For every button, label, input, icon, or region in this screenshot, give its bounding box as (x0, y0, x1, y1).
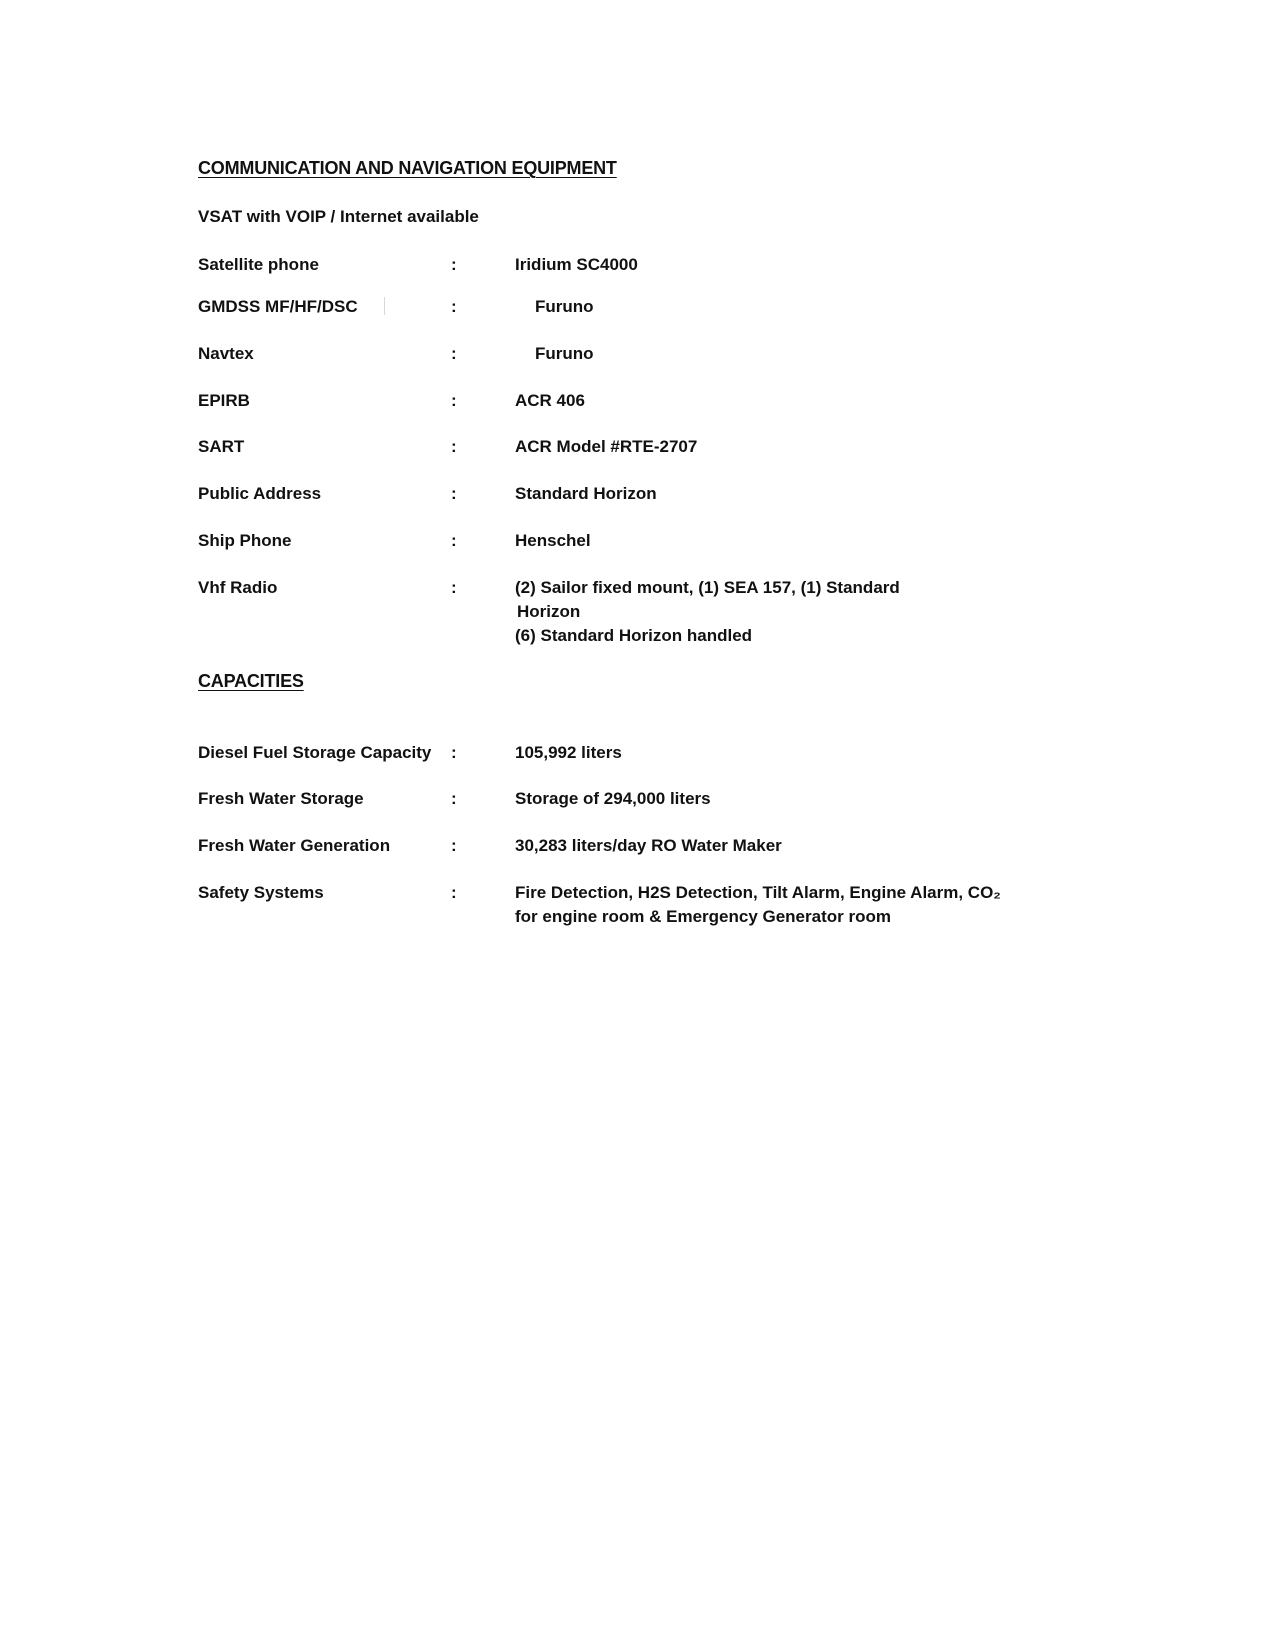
spec-colon: : (451, 883, 457, 902)
spec-colon: : (451, 437, 457, 456)
section-heading-communication: COMMUNICATION AND NAVIGATION EQUIPMENT (198, 158, 617, 178)
spec-colon: : (451, 391, 457, 410)
spec-value-line: Iridium SC4000 (515, 255, 638, 274)
spec-colon: : (451, 484, 457, 503)
spec-colon: : (451, 297, 457, 316)
spec-value-line: (6) Standard Horizon handled (515, 626, 753, 645)
spec-label: Vhf Radio (198, 578, 278, 597)
spec-colon: : (451, 789, 457, 808)
spec-value (515, 253, 1015, 277)
spec-value (515, 881, 1015, 929)
spec-value-line: ACR 406 (515, 391, 585, 410)
spec-value (515, 482, 1015, 506)
spec-value-line: for engine room & Emergency Generator room (515, 907, 891, 926)
spec-value-line: Standard Horizon (515, 484, 657, 503)
spec-value (515, 576, 1015, 648)
spec-value (515, 389, 1015, 413)
spec-label: Safety Systems (198, 883, 324, 902)
spec-value-line: Horizon (517, 602, 581, 621)
spec-colon: : (451, 344, 457, 363)
spec-label: Fresh Water Generation (198, 836, 391, 855)
spec-label: EPIRB (198, 391, 250, 410)
spec-value-line: 30,283 liters/day RO Water Maker (515, 836, 782, 855)
spec-colon: : (451, 255, 457, 274)
spec-label: Navtex (198, 344, 254, 363)
spec-colon: : (451, 743, 457, 762)
vsat-line: VSAT with VOIP / Internet available (198, 207, 479, 226)
spec-label: Fresh Water Storage (198, 789, 364, 808)
spec-value-line: Furuno (535, 297, 594, 316)
spec-value (535, 342, 1035, 366)
spec-label: SART (198, 437, 245, 456)
spec-value (535, 295, 1035, 319)
spec-value-line: Furuno (535, 344, 594, 363)
spec-value (515, 529, 1015, 553)
spec-colon: : (451, 531, 457, 550)
spec-value (515, 435, 1015, 459)
spec-value (515, 741, 1015, 765)
spec-label: Diesel Fuel Storage Capacity (198, 743, 432, 762)
spec-colon: : (451, 578, 457, 597)
spec-value (515, 787, 1015, 811)
spec-value-line: Storage of 294,000 liters (515, 789, 711, 808)
section-heading-capacities: CAPACITIES (198, 671, 304, 691)
spec-value-line: 105,992 liters (515, 743, 622, 762)
spec-label: GMDSS MF/HF/DSC (198, 297, 358, 316)
spec-label: Public Address (198, 484, 322, 503)
spec-value-line: Henschel (515, 531, 591, 550)
spec-value-line: ACR Model #RTE-2707 (515, 437, 698, 456)
spec-colon: : (451, 836, 457, 855)
text-cursor-icon (384, 297, 385, 315)
spec-value-line: (2) Sailor fixed mount, (1) SEA 157, (1) Standard (515, 578, 900, 597)
spec-value (515, 834, 1015, 858)
spec-value-line: Fire Detection, H2S Detection, Tilt Alarm, Engine Alarm, CO₂ (515, 883, 1001, 902)
spec-label: Ship Phone (198, 531, 292, 550)
spec-label: Satellite phone (198, 255, 319, 274)
